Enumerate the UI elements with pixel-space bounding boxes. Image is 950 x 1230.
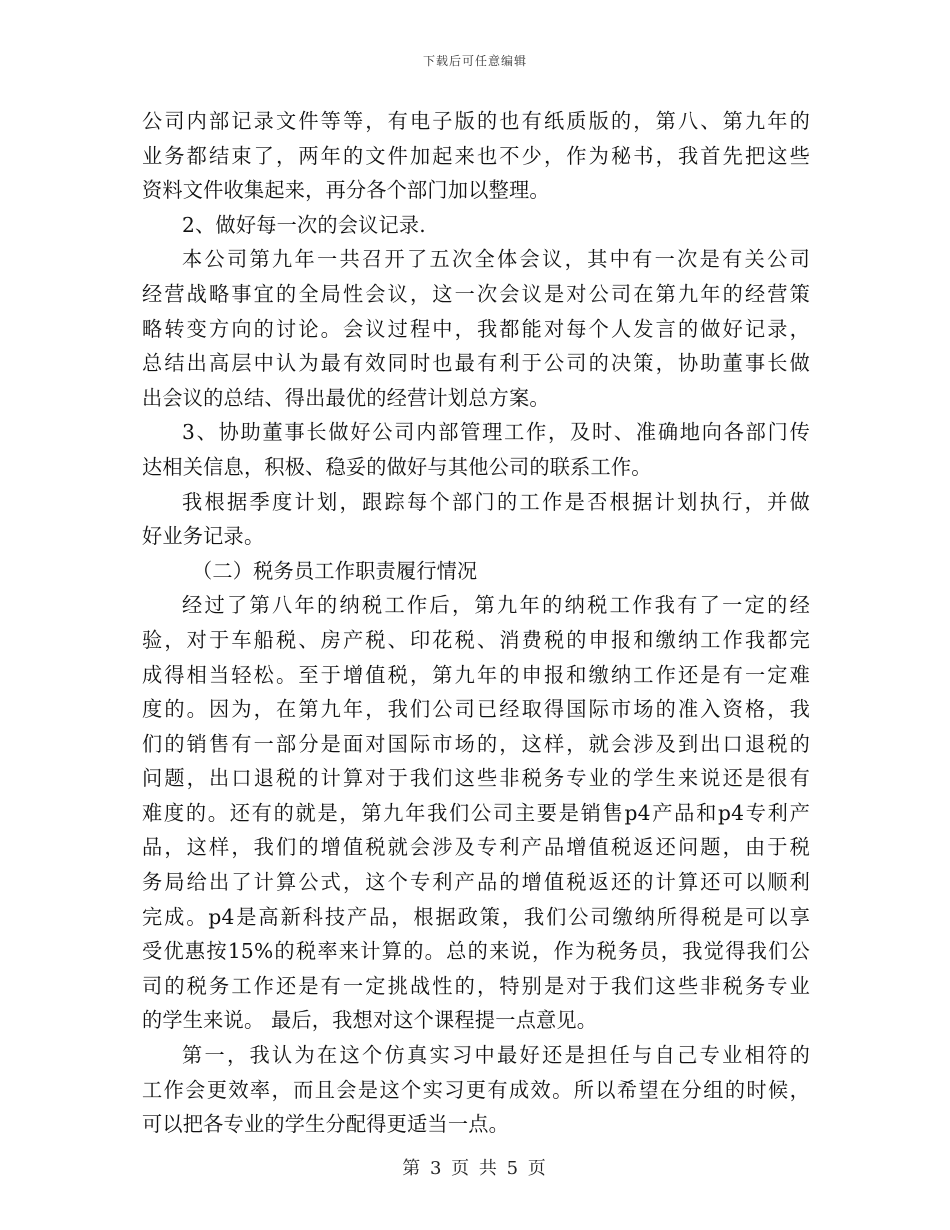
document-body bbox=[142, 104, 810, 1142]
page-header-note: 下载后可任意编辑 bbox=[422, 54, 527, 68]
text-line: 司的税务工作还是有一定挑战性的，特别是对于我们这些非税务专业 bbox=[142, 973, 810, 998]
text-line: 第一，我认为在这个仿真实习中最好还是担任与自己专业相符的 bbox=[182, 1043, 810, 1068]
text-line: 成得相当轻松。至于增值税，第九年的申报和缴纳工作还是有一定难 bbox=[142, 662, 810, 687]
text-line: 经过了第八年的纳税工作后，第九年的纳税工作我有了一定的经 bbox=[182, 593, 810, 618]
text-line: 务局给出了计算公式，这个专利产品的增值税返还的计算还可以顺利 bbox=[142, 870, 810, 895]
text-line: 验，对于车船税、房产税、印花税、消费税的申报和缴纳工作我都完 bbox=[142, 627, 810, 652]
text-line: 的学生来说。 最后，我想对这个课程提一点意见。 bbox=[142, 1008, 598, 1033]
page-number: 第 3 页 共 5 页 bbox=[402, 1158, 548, 1179]
text-line: 达相关信息，积极、稳妥的做好与其他公司的联系工作。 bbox=[142, 454, 652, 479]
text-line: 受优惠按15%的税率来计算的。总的来说，作为税务员，我觉得我们公 bbox=[142, 939, 810, 964]
section-heading: （二）税务员工作职责履行情况 bbox=[192, 558, 478, 583]
text-line: 略转变方向的讨论。会议过程中，我都能对每个人发言的做好记录， bbox=[142, 316, 810, 341]
text-line: 完成。p4是高新科技产品，根据政策，我们公司缴纳所得税是可以享 bbox=[142, 904, 810, 929]
text-line: 出会议的总结、得出最优的经营计划总方案。 bbox=[142, 385, 550, 410]
text-line: 业务都结束了，两年的文件加起来也不少，作为秘书，我首先把这些 bbox=[142, 143, 810, 168]
text-line: 难度的。还有的就是，第九年我们公司主要是销售p4产品和p4专利产 bbox=[142, 800, 810, 825]
text-line: 度的。因为，在第九年，我们公司已经取得国际市场的准入资格，我 bbox=[142, 697, 810, 722]
text-line: 总结出高层中认为最有效同时也最有利于公司的决策，协助董事长做 bbox=[142, 351, 810, 376]
text-line: 问题，出口退税的计算对于我们这些非税务专业的学生来说还是很有 bbox=[142, 766, 810, 791]
list-item-heading: 3、协助董事长做好公司内部管理工作，及时、准确地向各部门传 bbox=[182, 420, 810, 445]
text-line: 公司内部记录文件等等，有电子版的也有纸质版的，第八、第九年的 bbox=[142, 109, 810, 133]
list-item-heading: 2、做好每一次的会议记录. bbox=[182, 212, 426, 237]
text-line: 本公司第九年一共召开了五次全体会议，其中有一次是有关公司 bbox=[182, 247, 810, 272]
text-line: 们的销售有一部分是面对国际市场的，这样，就会涉及到出口退税的 bbox=[142, 731, 810, 756]
text-line: 品，这样，我们的增值税就会涉及专利产品增值税返还问题，由于税 bbox=[142, 835, 810, 860]
text-line: 工作会更效率，而且会是这个实习更有成效。所以希望在分组的时候， bbox=[142, 1077, 810, 1102]
text-line: 资料文件收集起来，再分各个部门加以整理。 bbox=[142, 178, 550, 203]
text-line: 经营战略事宜的全局性会议，这一次会议是对公司在第九年的经营策 bbox=[142, 281, 810, 306]
text-line: 好业务记录。 bbox=[142, 524, 265, 549]
text-line: 我根据季度计划，跟踪每个部门的工作是否根据计划执行，并做 bbox=[182, 489, 810, 514]
text-line: 可以把各专业的学生分配得更适当一点。 bbox=[142, 1112, 509, 1137]
